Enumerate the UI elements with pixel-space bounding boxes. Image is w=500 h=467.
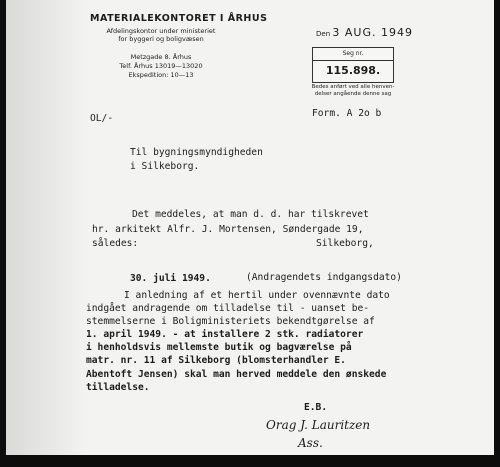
date-prefix: Den bbox=[316, 30, 331, 38]
closing-initials: E.B. bbox=[304, 402, 328, 413]
recipient-line-1: Til bygningsmyndigheden bbox=[130, 147, 263, 158]
body-line: stemmelserne i Boligministeriets bekendtgørelse af bbox=[86, 316, 375, 327]
office-subtitle-2: for byggeri og boligvæsen bbox=[118, 35, 204, 43]
case-number-label: Seg nr. bbox=[313, 48, 393, 61]
office-title: MATERIALEKONTORET I ÅRHUS bbox=[90, 13, 268, 24]
office-subtitle-1: Afdelingskontor under ministeriet bbox=[106, 27, 216, 35]
body-line: indgået andragende om tilladelse til - uanset be- bbox=[86, 303, 370, 314]
office-address: Metzgade 8. Århus bbox=[130, 53, 192, 61]
body-line: Abentoft Jensen) skal man herved meddele den ønskede tilladelse. bbox=[86, 369, 387, 393]
case-note-line: delser angående denne sag bbox=[314, 91, 392, 97]
case-number-note bbox=[310, 84, 396, 98]
recipient-line-2: i Silkeborg. bbox=[130, 161, 200, 172]
application-date-note: (Andragendets indgangsdato) bbox=[246, 272, 402, 283]
signatory-title: Ass. bbox=[298, 436, 323, 450]
intro-city: Silkeborg, bbox=[316, 238, 374, 249]
case-number-box bbox=[312, 47, 394, 83]
body-line: matr. nr. 11 af Silkeborg (blomsterhandler E. bbox=[86, 355, 346, 366]
body-line: i henholdsvis mellemste butik og bagværelse på bbox=[86, 342, 352, 353]
date-value: 3 AUG. 1949 bbox=[332, 26, 413, 39]
case-number: 115.898. bbox=[325, 64, 381, 77]
case-note-line: Bedes anført ved alle henven- bbox=[311, 84, 395, 90]
intro-line-1: Det meddeles, at man d. d. har tilskrevet bbox=[132, 209, 369, 220]
application-date: 30. juli 1949. bbox=[130, 273, 211, 284]
office-hours: Ekspedition: 10—13 bbox=[128, 71, 194, 79]
date-stamp bbox=[316, 26, 413, 39]
body-line: 1. april 1949. - at installere 2 stk. radiatorer bbox=[86, 329, 364, 340]
office-phone: Telf. Århus 13019—13020 bbox=[119, 62, 203, 70]
intro-line-3: således: bbox=[92, 238, 139, 249]
handwritten-signature: Orag J. Lauritzen bbox=[266, 418, 371, 432]
reference-left: OL/- bbox=[90, 113, 114, 124]
document-page bbox=[6, 0, 494, 455]
form-reference: Form. A 2o b bbox=[312, 108, 382, 119]
intro-line-2: hr. arkitekt Alfr. J. Mortensen, Søndergade 19, bbox=[92, 224, 364, 235]
body-line: I anledning af et hertil under ovennævnte dato bbox=[124, 290, 390, 301]
